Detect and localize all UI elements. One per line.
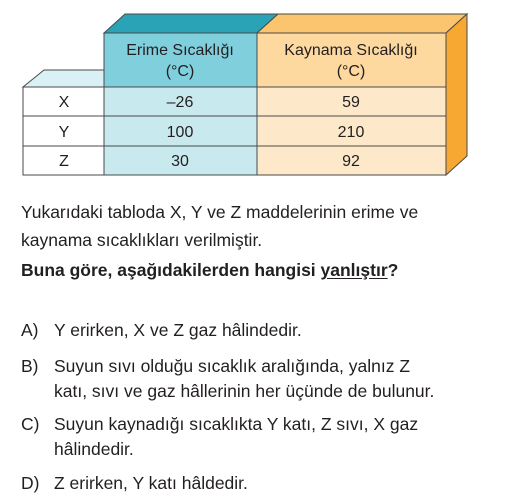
option-b[interactable] [21, 354, 410, 379]
option-b-continued [54, 379, 434, 404]
row-x-melting: –26 [166, 94, 194, 111]
row-x-boiling: 59 [342, 94, 360, 111]
boiling-header-line1: Kaynama Sıcaklığı [284, 42, 418, 59]
boiling-column [257, 14, 467, 175]
option-a-text: Y erirken, X ve Z gaz hâlindedir. [54, 320, 302, 340]
option-b-text-line2: katı, sıvı ve gaz hâllerinin her üçünde de bulunur. [54, 381, 435, 401]
option-d-text: Z erirken, Y katı hâldedir. [54, 473, 248, 493]
paragraph-line-2: kaynama sıcaklıkları verilmiştir. [21, 230, 263, 250]
question-text [21, 258, 398, 282]
question-underlined-word: yanlıştır [320, 260, 388, 280]
question-prefix: Buna göre, aşağıdakilerden hangisi [21, 260, 321, 280]
option-c-text-line1: Suyun kaynadığı sıcaklıkta Y katı, Z sıvı, X gaz [54, 414, 419, 434]
option-c-continued [54, 437, 134, 462]
option-c-letter: C) [21, 414, 40, 434]
row-z-boiling: 92 [342, 153, 360, 170]
paragraph-line-1: Yukarıdaki tabloda X, Y ve Z maddelerinin erime ve [21, 202, 419, 222]
row-z-melting: 30 [171, 153, 189, 170]
option-b-text-line1: Suyun sıvı olduğu sıcaklık aralığında, yalnız Z [54, 356, 411, 376]
row-z-label: Z [59, 153, 69, 170]
option-a-letter: A) [21, 320, 39, 340]
boiling-header-line2: (°C) [336, 63, 366, 80]
row-y-melting: 100 [166, 124, 194, 141]
question-suffix: ? [387, 260, 399, 280]
row-x-label: X [58, 94, 70, 111]
data-table [0, 0, 519, 190]
melting-header-line2: (°C) [165, 63, 195, 80]
option-c[interactable] [21, 412, 418, 437]
option-d-letter: D) [21, 473, 40, 493]
row-y-label: Y [58, 124, 70, 141]
option-c-text-line2: hâlindedir. [54, 439, 134, 459]
option-b-letter: B) [21, 356, 39, 376]
option-a[interactable] [21, 318, 302, 343]
melting-header-line1: Erime Sıcaklığı [126, 42, 234, 59]
row-y-boiling: 210 [337, 124, 365, 141]
option-d[interactable] [21, 471, 248, 496]
